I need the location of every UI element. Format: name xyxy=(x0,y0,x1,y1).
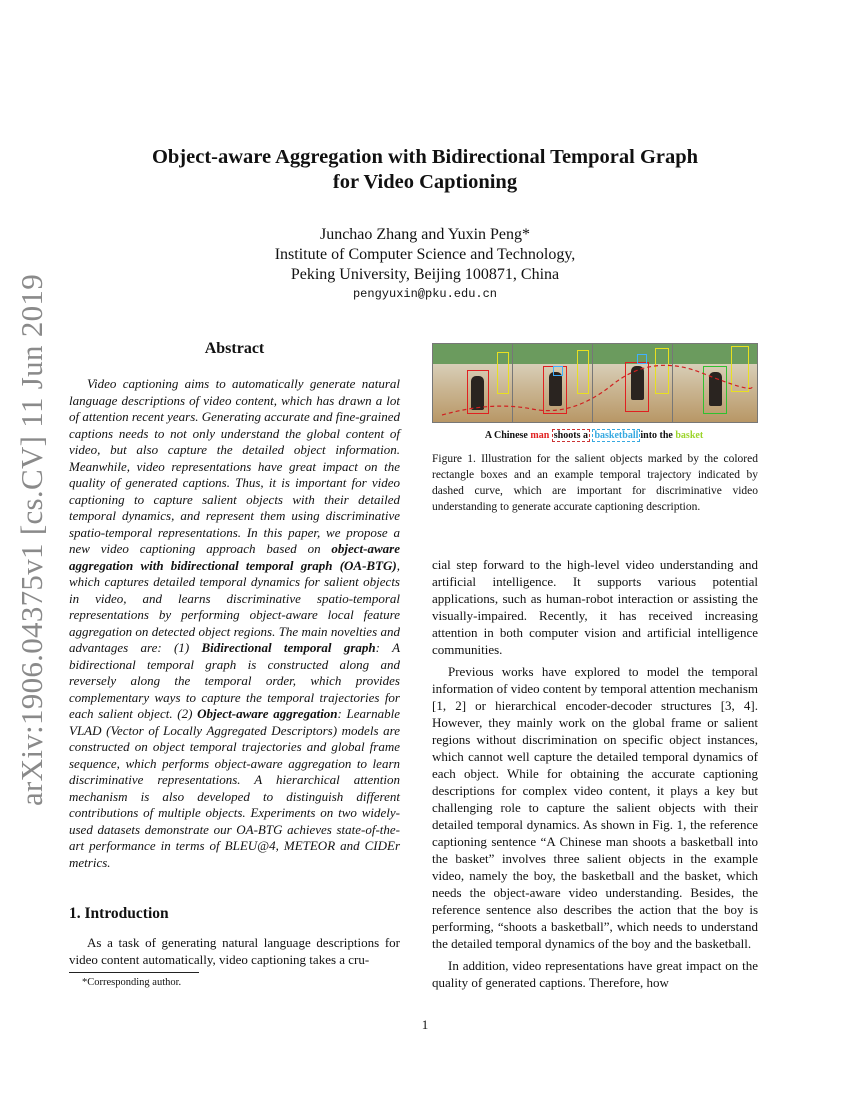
caption-word-basketball: basketball xyxy=(594,430,639,441)
caption-word: into the xyxy=(640,430,676,441)
affiliation-line-1: Institute of Computer Science and Technology, xyxy=(274,246,576,263)
author-block xyxy=(80,225,770,285)
right-column-body xyxy=(432,556,758,996)
abstract-text-1: Video captioning aims to automatically generate natural language descriptions of video content, which has drawn a lot of attention recent years. Generating accurate and fine-grained captions needs to not only understand the global content of video, but also capture the detailed object information. Meanwhile, video representations have great impact on the quality of generated captions. Thus, it is important for video captioning to capture salient objects with their detailed temporal dynamics, and represent them using discriminative spatio-temporal representations. In this paper, we propose a new video captioning approach based on xyxy=(69,376,400,556)
abstract-body xyxy=(69,376,400,871)
temporal-trajectory-curve xyxy=(432,343,756,426)
paper-title xyxy=(80,145,770,195)
abstract-bold-method: object-aware aggregation with bidirectional temporal graph (OA-BTG) xyxy=(69,541,400,573)
intro-paragraph-left xyxy=(69,934,400,968)
page-number: 1 xyxy=(421,1017,429,1032)
abstract-heading: Abstract xyxy=(204,340,265,357)
author-email[interactable]: pengyuxin@pku.edu.cn xyxy=(352,287,498,301)
intro-paragraph-3: In addition, video representations have great impact on the quality of generated captions. Therefore, how xyxy=(432,958,758,990)
abstract-text-4: : Learnable VLAD (Vector of Locally Aggregated Descriptors) models are constructed on object temporal trajectories and global frame sequence, which performs object-aware aggregation to learn discriminative representations. A hierarchical attention mechanism is also developed to distinguish different contributions of multiple objects. Experiments on two widely-used datasets demonstrate our OA-BTG achieves state-of-the-art performance in terms of BLEU@4, METEOR and CIDEr metrics. xyxy=(69,706,400,870)
footnote: *Corresponding author. xyxy=(82,977,182,988)
caption-word-basket: basket xyxy=(675,430,704,441)
intro-paragraph-1-start: As a task of generating natural language descriptions for video content automatically, video captioning takes a cru- xyxy=(69,935,400,967)
section-heading-introduction: 1. Introduction xyxy=(69,905,169,922)
title-line-1: Object-aware Aggregation with Bidirectional Temporal Graph xyxy=(151,146,699,168)
figure-1-caption: Figure 1. Illustration for the salient objects marked by the colored rectangle boxes and an example temporal trajectory indicated by dashed curve, which are important for discriminative video understanding to generate accurate captioning description. xyxy=(432,453,758,513)
arxiv-stamp xyxy=(4,273,60,807)
abstract-text-2: , which captures detailed temporal dynamics for salient objects in video, and learns discriminative spatio-temporal representations by performing object-aware local feature aggregation on detected object regions. The main novelties and advantages are: (1) xyxy=(69,557,400,655)
caption-word: A Chinese xyxy=(484,430,531,441)
title-line-2: for Video Captioning xyxy=(332,171,518,193)
figure-caption-sentence xyxy=(432,430,756,441)
abstract-bold-aggregation: Object-aware aggregation xyxy=(197,706,338,721)
footnote-rule xyxy=(69,972,199,973)
affiliation-line-2: Peking University, Beijing 100871, China xyxy=(290,266,560,283)
abstract-bold-graph: Bidirectional temporal graph xyxy=(201,640,376,655)
arxiv-stamp-text: arXiv:1906.04375v1 [cs.CV] 11 Jun 2019 xyxy=(14,273,49,807)
intro-paragraph-1-cont: cial step forward to the high-level video understanding and artificial intelligence. It supports various potential applications, such as human-robot interaction or assisting the visually-impaired. Recently, it has received increasing attention in both computer vision and artificial intelligence communities. xyxy=(432,557,758,657)
abstract-text-3: : A bidirectional temporal graph is constructed along and reversely along the temporal order, which provides complementary ways to capture the temporal trajectories for each salient object. (2) xyxy=(69,640,401,721)
caption-word-shoots: shoots a xyxy=(553,430,588,441)
caption-word-man: man xyxy=(530,430,550,441)
abstract-paragraph xyxy=(69,376,400,871)
author-names: Junchao Zhang and Yuxin Peng* xyxy=(319,226,531,243)
intro-paragraph-2: Previous works have explored to model the temporal information of video content by temporal attention mechanism [1, 2] or hierarchical encoder-decoder structures [3, 4]. However, they mainly work on the global frame or salient regions without discrimination on specific object instances, which cannot well capture the detailed temporal dynamics of each object. While for obtaining the accurate captioning descriptions for complex video content, it plays a key but challenging role to capture the salient objects with their detailed temporal dynamics. As shown in Fig. 1, the reference captioning sentence “A Chinese man shoots a basketball into the basket” involves three salient objects in the example video, namely the boy, the basketball and the basket, which needs the object-aware video understanding. Besides, the reference sentence also describes the action that the boy is performing, “shoots a basketball”, which needs to understand the detailed temporal dynamics of the boy and the basketball. xyxy=(432,664,758,951)
figure-1-image xyxy=(432,343,756,426)
